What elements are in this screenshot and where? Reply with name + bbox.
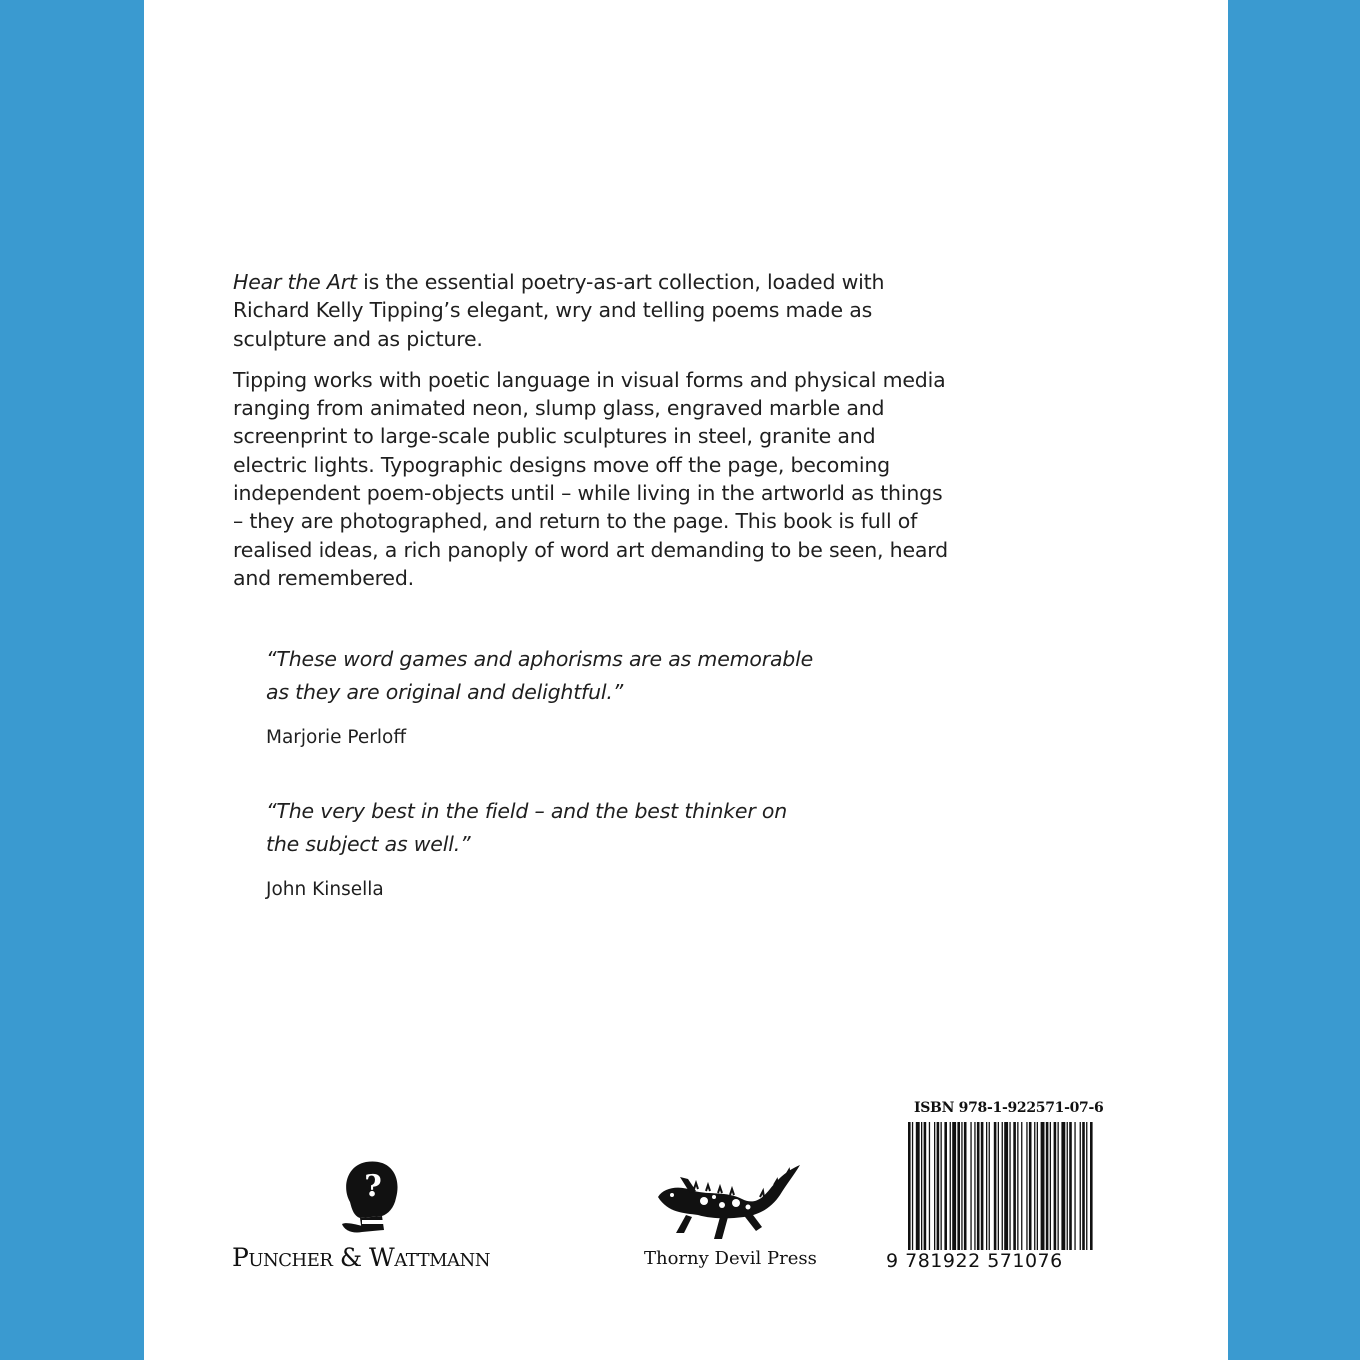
quote-2: “The very best in the field – and the best thinker on the subject as well.” (266, 799, 788, 856)
isbn-label: ISBN 978-1-922571-07-6 (914, 1100, 1104, 1116)
barcode-number: 9 781922 571076 (886, 1250, 1063, 1272)
svg-text:?: ? (364, 1169, 382, 1204)
boxing-glove-icon (332, 1158, 412, 1242)
barcode-icon (908, 1122, 1098, 1252)
back-cover (144, 0, 1228, 1360)
thorny-devil-logo (638, 1155, 838, 1275)
thorny-devil-name: Thorny Devil Press (644, 1248, 817, 1269)
puncher-wattmann-logo (232, 1158, 512, 1278)
quote-1-author: Marjorie Perloff (266, 727, 407, 748)
isbn-barcode (884, 1100, 1104, 1280)
puncher-wattmann-name: Puncher & Wattmann (232, 1243, 491, 1272)
blurb-paragraph-1 (233, 268, 953, 353)
book-title: Hear the Art (233, 270, 357, 294)
blurb-paragraph-2: Tipping works with poetic language in visual forms and physical media ranging from animated neon, slump glass, engraved marble and screenprint to large-scale public sculptures in steel, granite and electric lights. Typographic designs move off the page, becoming independent poem-objects until – while living in the artworld as things – they are photographed, and return to the page. This book is full of realised ideas, a rich panoply of word art demanding to be seen, heard and remembered. (233, 367, 948, 590)
thorny-devil-lizard-icon (650, 1159, 810, 1245)
quote-2-author: John Kinsella (266, 879, 384, 900)
blurb-paragraph-1-text: is the essential poetry-as-art collection, loaded with Richard Kelly Tipping’s elegant, wry and telling poems made as sculpture and as picture. (233, 270, 885, 351)
quote-1: “These word games and aphorisms are as memorable as they are original and delightful.” (266, 647, 814, 704)
blurb (233, 268, 953, 605)
